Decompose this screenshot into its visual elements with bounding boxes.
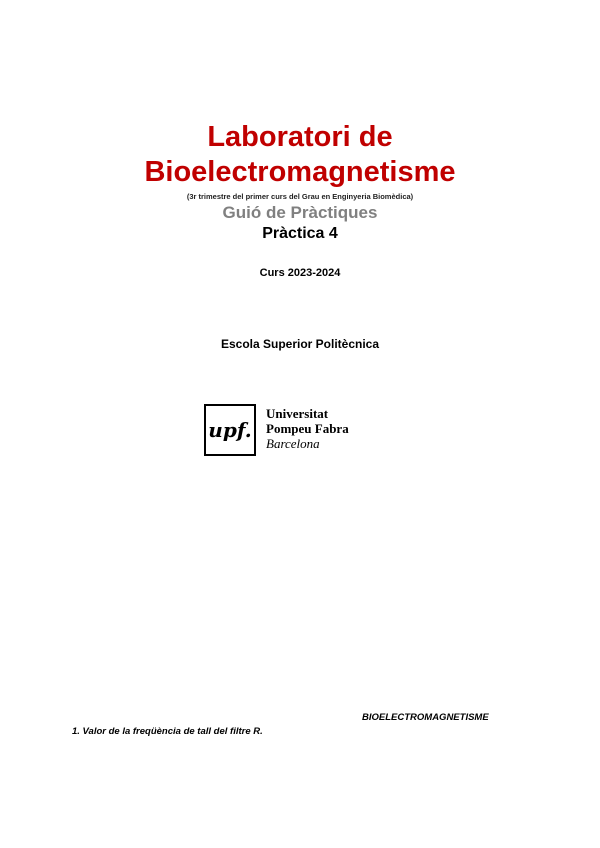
academic-year: Curs 2023-2024 bbox=[259, 267, 341, 279]
title-line-2: Bioelectromagnetisme bbox=[144, 156, 456, 188]
guide-title: Guió de Pràctiques bbox=[222, 203, 378, 222]
question-1: 1. Valor de la freqüència de tall del filtre R. bbox=[72, 726, 263, 737]
practice-number: Pràctica 4 bbox=[262, 225, 338, 242]
university-line-2: Pompeu Fabra bbox=[266, 421, 349, 436]
university-line-1: Universitat bbox=[266, 406, 329, 421]
university-name bbox=[266, 406, 349, 451]
title-line-1: Laboratori de bbox=[207, 121, 393, 153]
running-header: BIOELECTROMAGNETISME bbox=[362, 712, 489, 723]
upf-logo-icon: upf. bbox=[204, 404, 256, 456]
university-line-3: Barcelona bbox=[266, 436, 320, 451]
school-name: Escola Superior Politècnica bbox=[220, 337, 380, 351]
subtitle-course: (3r trimestre del primer curs del Grau en Enginyeria Biomèdica) bbox=[186, 192, 414, 201]
